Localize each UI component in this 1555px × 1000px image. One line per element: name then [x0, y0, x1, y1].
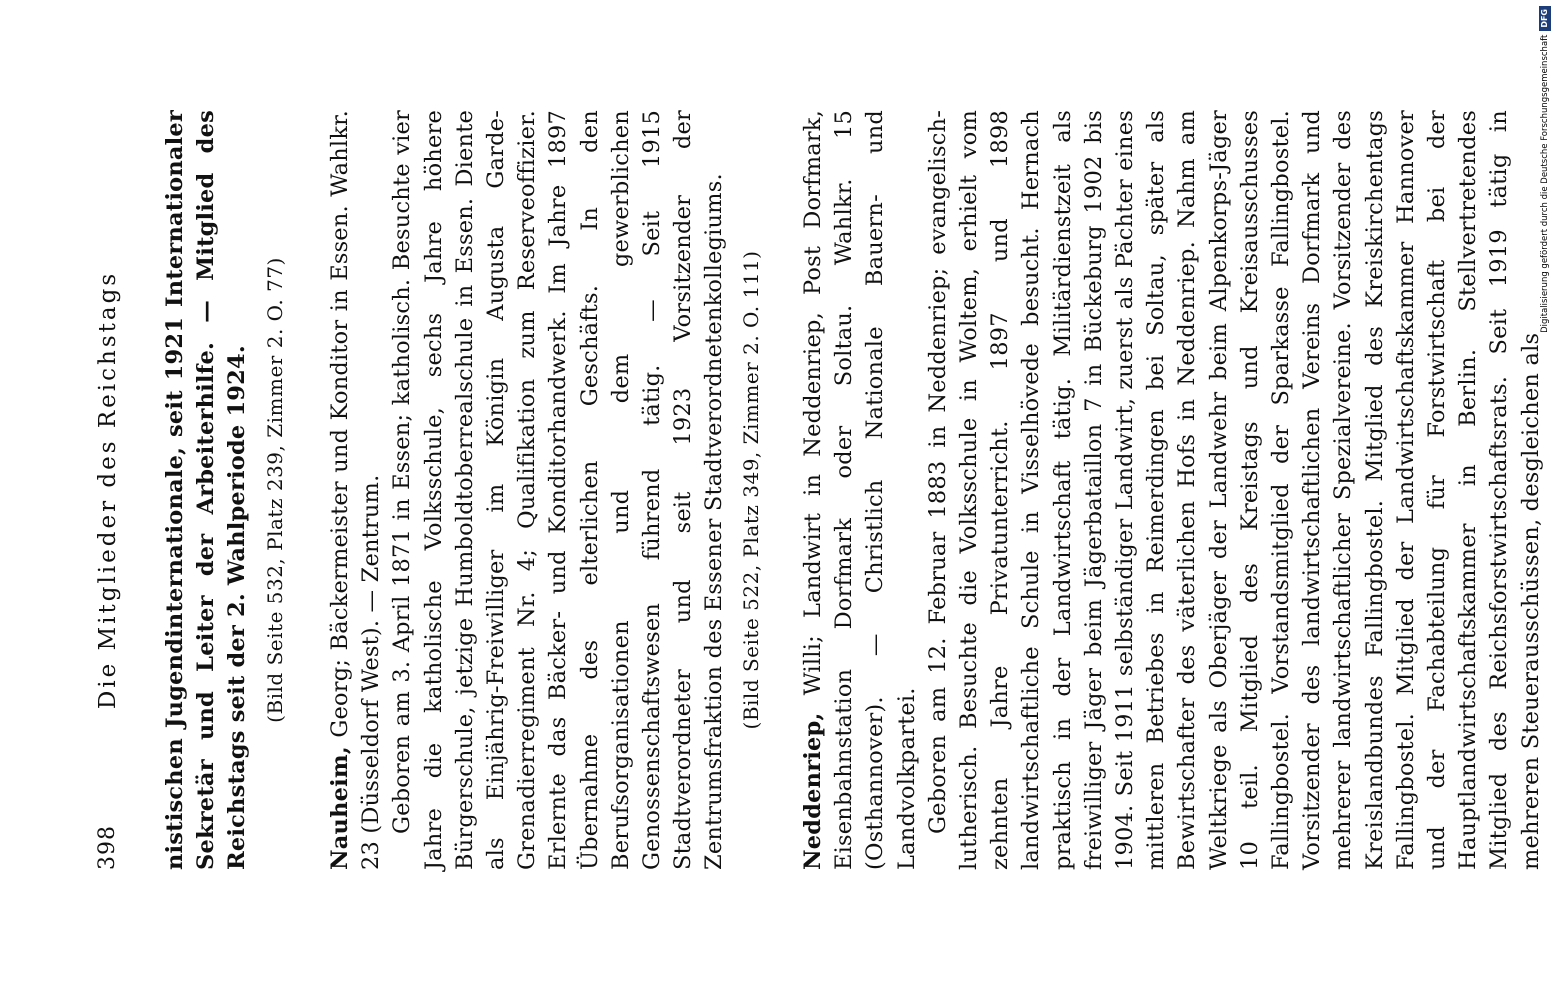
continuation-paragraph: nistischen Jugendinternationale, seit 1921 Internationaler Sekretär und Leiter der Arbeiterhilfe. — Mitglied des Reichstags seit der 2. Wahlperiode 1924. [162, 110, 251, 870]
entry-name: Nauheim, [327, 746, 353, 870]
dfg-logo: DFG [1539, 6, 1551, 31]
credit-text: Digitalisierung gefördert durch die Deutsche Forschungsgemeinschaft [1540, 34, 1550, 333]
image-caption: (Bild Seite 532, Platz 239, Zimmer 2. O. 77) [262, 257, 287, 723]
running-head [95, 110, 135, 870]
entry-header-text: Georg; Bäckermeister und Konditor in Essen. Wahlkr. 23 (Düsseldorf West). — Zentrum. [327, 110, 385, 870]
image-caption: (Bild Seite 522, Platz 349, Zimmer 2. O. 111) [739, 250, 763, 730]
credit-strip [1535, 0, 1555, 1000]
page-number: 398 [95, 825, 120, 870]
entry-neddenriep [798, 110, 1547, 870]
entry-name: Neddenriep, [800, 712, 826, 870]
entry-header [325, 110, 387, 870]
entry-header [798, 110, 923, 870]
nauheim-caption-wrap [730, 110, 767, 870]
digitization-credit [1535, 0, 1555, 1000]
entry-header-text: Willi; Landwirt in Neddenriep, Post Dorfmark, Eisenbahnstation Dorfmark oder Soltau. Wahlkr. 15 (Osthannover). — Christlich Nationale Bauern- und Landvolkpartei. [800, 110, 920, 870]
running-title: Die Mitglieder des Reichstags [95, 270, 121, 710]
entry-body: Geboren am 3. April 1871 in Essen; katholisch. Besuchte vier Jahre die katholische Volksschule, sechs Jahre höhere Bürgerschule, jetzige Humboldtoberrealschule in Essen. Diente als Einjährig-Freiwilliger im Königin Augusta Garde-Grenadierregiment Nr. 4; Qualifikation zum Reserveoffizier. Erlernte das Bäcker- und Konditorhandwerk. Im Jahre 1897 Übernahme des elterlichen Geschäfts. In den Berufsorganisationen und dem gewerblichen Genossenschaftswesen führend tätig. — Seit 1915 Stadtverordneter und seit 1923 Vorsitzender der Zentrumsfraktion des Essener Stadtverordnetenkollegiums. [389, 110, 728, 870]
continuation-text [160, 110, 291, 870]
entry-nauheim [325, 110, 731, 870]
entry-body: Geboren am 12. Februar 1883 in Neddenriep; evangelisch-lutherisch. Besuchte die Volksschule in Woltem, erhielt vom zehnten Jahre Privatunterricht. 1897 und 1898 landwirtschaftliche Schule in Visselhövede besucht. Hernach praktisch in der Landwirtschaft tätig. Militärdienstzeit als freiwilliger Jäger beim Jägerbataillon 7 in Bückeburg 1902 bis 1904. Seit 1911 selbständiger Landwirt, zuerst als Pächter eines mittleren Betriebes in Reimerdingen bei Soltau, später als Bewirtschafter des väterlichen Hofs in Neddenriep. Nahm am Weltkriege als Oberjäger der Landwehr beim Alpenkorps-Jäger 10 teil. Mitglied des Kreistags und Kreisausschusses Fallingbostel. Vorstandsmitglied der Sparkasse Fallingbostel. Vorsitzender des landwirtschaftlichen Vereins Dorfmark und mehrerer landwirtschaftlicher Spezialvereine. Vorsitzender des Kreislandbundes Fallingbostel. Mitglied des Kreiskirchentags Fallingbostel. Mitglied der Landwirtschaftskammer Hannover und der Fachabteilung für Forstwirtschaft bei der Hauptlandwirtschaftskammer in Berlin. Stellvertretendes Mitglied des Reichsforstwirtschaftsrats. Seit 1919 tätig in mehreren Steuerausschüssen, desgleichen als [924, 110, 1544, 870]
